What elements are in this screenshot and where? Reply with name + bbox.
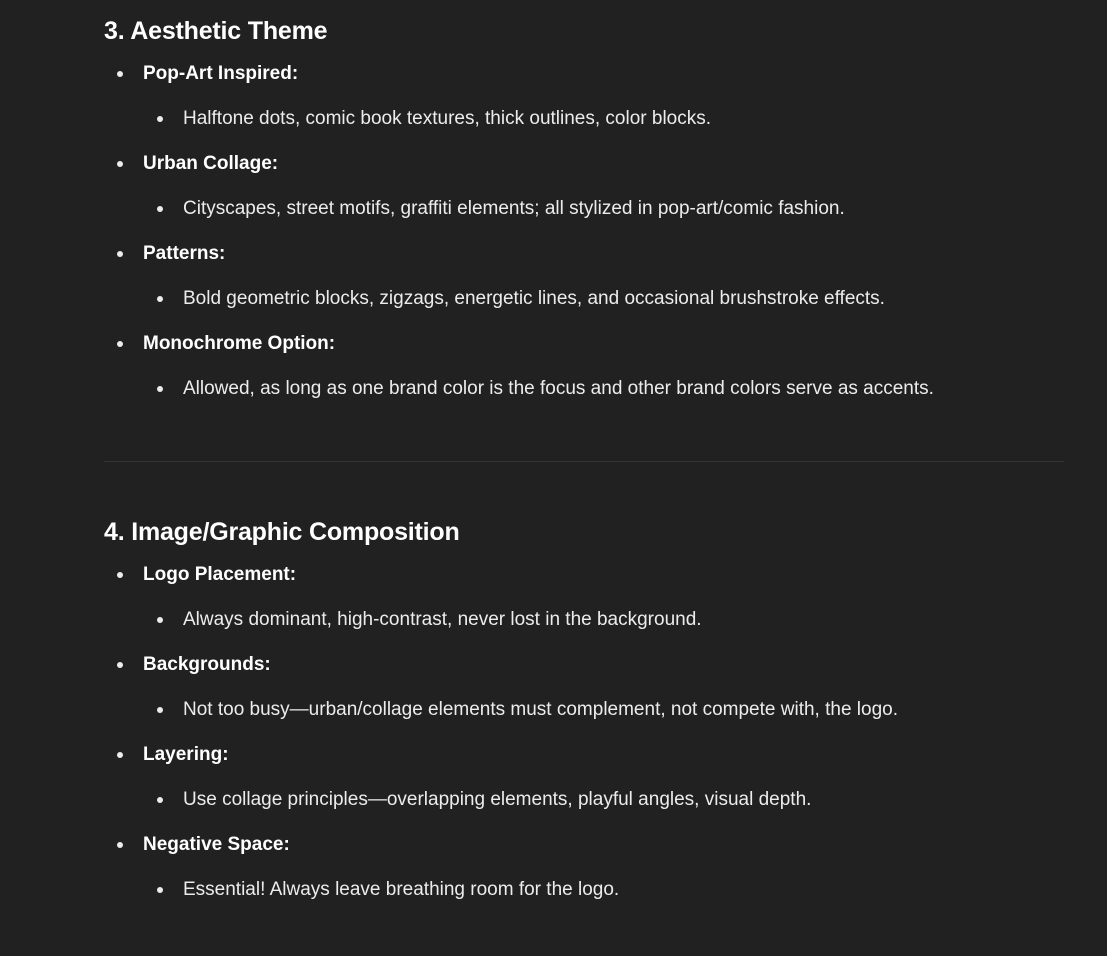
list-item (104, 150, 1064, 223)
bullet-dot-icon (117, 752, 123, 758)
bullet-dot-icon (117, 572, 123, 578)
item-detail: Essential! Always leave breathing room for the logo. (183, 879, 620, 900)
list-item (104, 741, 1064, 814)
item-title: Pop-Art Inspired: (143, 63, 299, 84)
list-item (104, 240, 1064, 313)
sub-list-item (143, 696, 1064, 724)
item-detail: Not too busy—urban/collage elements must complement, not compete with, the logo. (183, 699, 898, 720)
sub-list-item (143, 375, 1064, 403)
bullet-list (104, 60, 1064, 403)
bullet-dot-icon (117, 71, 123, 77)
item-title: Layering: (143, 744, 229, 765)
item-detail: Use collage principles—overlapping elements, playful angles, visual depth. (183, 789, 812, 810)
bullet-dot-icon (157, 617, 163, 623)
sub-list (143, 375, 1064, 403)
item-title: Patterns: (143, 243, 226, 264)
list-item (104, 651, 1064, 724)
item-detail: Halftone dots, comic book textures, thick outlines, color blocks. (183, 108, 712, 129)
item-title: Backgrounds: (143, 654, 271, 675)
section-divider (104, 461, 1064, 462)
sub-list-item (143, 105, 1064, 133)
bullet-list (104, 561, 1064, 904)
item-title: Negative Space: (143, 834, 290, 855)
sub-list-item (143, 195, 1064, 223)
sub-list-item (143, 285, 1064, 313)
item-title: Logo Placement: (143, 564, 297, 585)
sub-list (143, 696, 1064, 724)
section-aesthetic-theme (104, 0, 1064, 420)
sub-list (143, 606, 1064, 634)
list-item (104, 561, 1064, 634)
item-title: Urban Collage: (143, 153, 279, 174)
bullet-dot-icon (117, 341, 123, 347)
bullet-dot-icon (157, 116, 163, 122)
bullet-dot-icon (157, 386, 163, 392)
list-item (104, 60, 1064, 133)
bullet-dot-icon (157, 887, 163, 893)
item-detail: Bold geometric blocks, zigzags, energetic lines, and occasional brushstroke effects. (183, 288, 885, 309)
bullet-dot-icon (157, 296, 163, 302)
sub-list-item (143, 786, 1064, 814)
section-image-graphic-composition (104, 516, 1064, 921)
sub-list (143, 786, 1064, 814)
bullet-dot-icon (157, 797, 163, 803)
bullet-dot-icon (157, 206, 163, 212)
sub-list (143, 285, 1064, 313)
section-heading: 3. Aesthetic Theme (104, 17, 328, 45)
sub-list (143, 876, 1064, 904)
section-heading: 4. Image/Graphic Composition (104, 518, 460, 546)
bullet-dot-icon (117, 662, 123, 668)
sub-list (143, 105, 1064, 133)
bullet-dot-icon (117, 251, 123, 257)
list-item (104, 330, 1064, 403)
bullet-dot-icon (157, 707, 163, 713)
sub-list-item (143, 876, 1064, 904)
item-detail: Allowed, as long as one brand color is the focus and other brand colors serve as accents. (183, 378, 934, 399)
sub-list-item (143, 606, 1064, 634)
item-title: Monochrome Option: (143, 333, 336, 354)
list-item (104, 831, 1064, 904)
bullet-dot-icon (117, 161, 123, 167)
bullet-dot-icon (117, 842, 123, 848)
sub-list (143, 195, 1064, 223)
item-detail: Cityscapes, street motifs, graffiti elements; all stylized in pop-art/comic fashion. (183, 198, 845, 219)
item-detail: Always dominant, high-contrast, never lost in the background. (183, 609, 702, 630)
